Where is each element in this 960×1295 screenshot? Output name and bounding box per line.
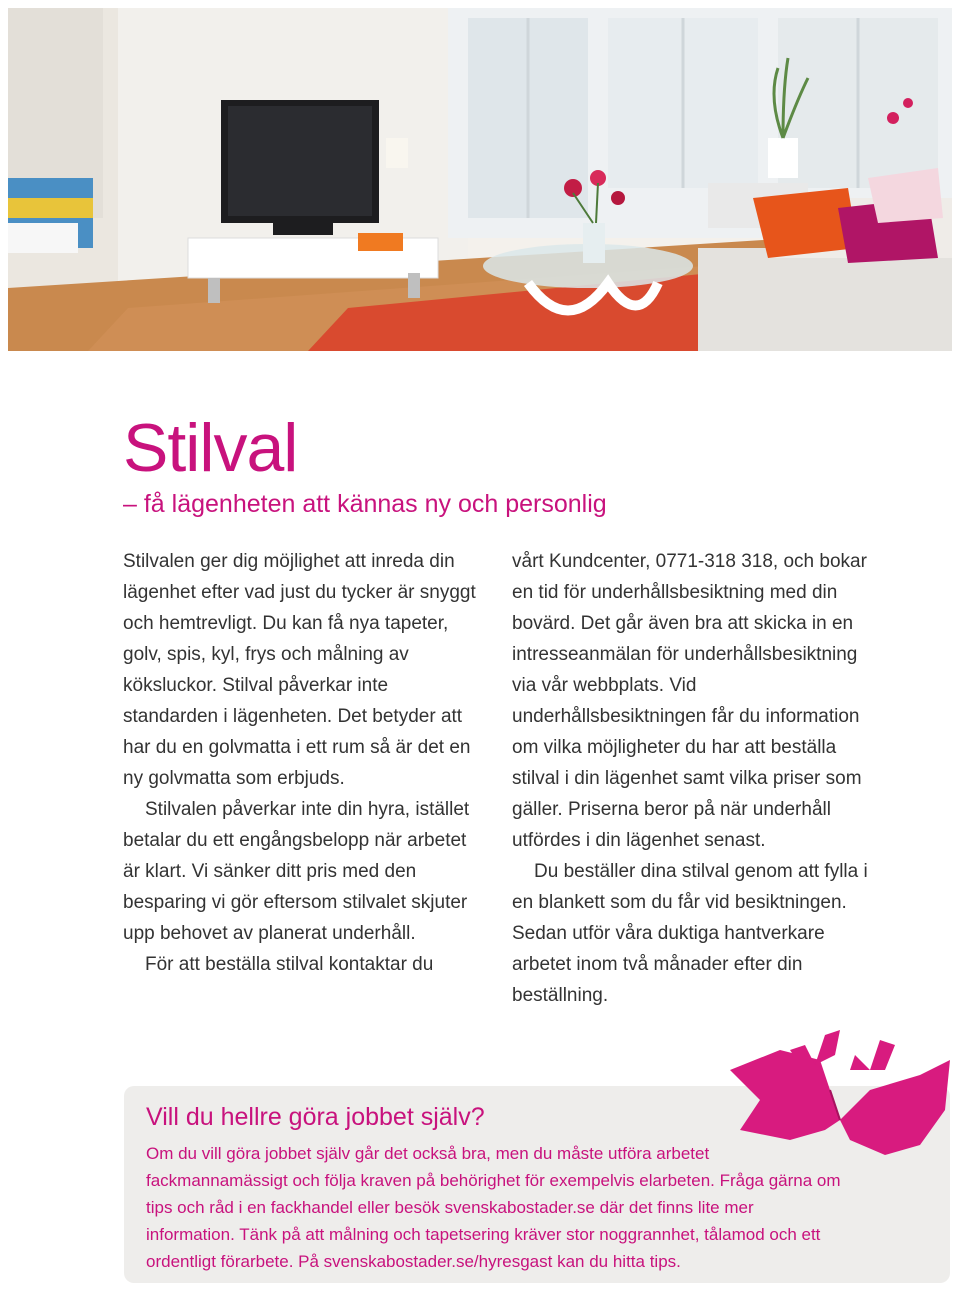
info-box-title: Vill du hellre göra jobbet själv?	[146, 1103, 485, 1131]
paragraph: vårt Kundcenter, 0771-318 318, och bokar en tid för underhållsbesiktning med din bovärd. Det går även bra att skicka in en intresseanmälan för underhållsbesiktning via vår webbplats. Vid underhållsbesiktningen får du information om vilka möjligheter du har att beställa stilval i din lägenhet samt vilka priser som gäller. Priserna beror på när underhåll utfördes i din lägenhet senast.	[512, 551, 867, 851]
left-column	[123, 546, 483, 980]
page-title: Stilval	[123, 410, 298, 486]
right-column	[512, 546, 872, 1011]
info-box-text: Om du vill göra jobbet själv går det också bra, men du måste utföra arbetet fackmannamässigt och följa kraven på behörighet för exempelvis elarbeten. Fråga gärna om tips och råd i en fackhandel eller besök svenskabostader.se där det finns lite mer information. Tänk på att målning och tapetsering kräver stor noggrannhet, tålamod och ett ordentligt förarbete. På svenskabostader.se/hyresgast kan du hitta tips.	[146, 1144, 841, 1271]
butterfly-large	[730, 1050, 840, 1140]
butterfly-decoration	[720, 1030, 952, 1170]
paragraph: Du beställer dina stilval genom att fylla i en blankett som du får vid besiktningen. Sedan utför våra duktiga hantverkare arbetet inom två månader efter din beställning.	[512, 861, 868, 1006]
living-room-photo	[8, 8, 952, 351]
paragraph: För att beställa stilval kontaktar du	[145, 954, 434, 975]
paragraph: Stilvalen ger dig möjlighet att inreda din lägenhet efter vad just du tycker är snyggt och hemtrevligt. Du kan få nya tapeter, golv, spis, kyl, frys och målning av köksluckor. Stilval påverkar inte standarden i lägenheten. Det betyder att har du en golvmatta i ett rum så är det en ny golvmatta som erbjuds.	[123, 551, 476, 789]
page-subtitle: – få lägenheten att kännas ny och personlig	[123, 490, 607, 518]
paragraph: Stilvalen påverkar inte din hyra, istället betalar du ett engångsbelopp när arbetet är klart. Vi sänker ditt pris med den besparing vi gör eftersom stilvalet skjuter upp behovet av planerat underhåll.	[123, 799, 470, 944]
